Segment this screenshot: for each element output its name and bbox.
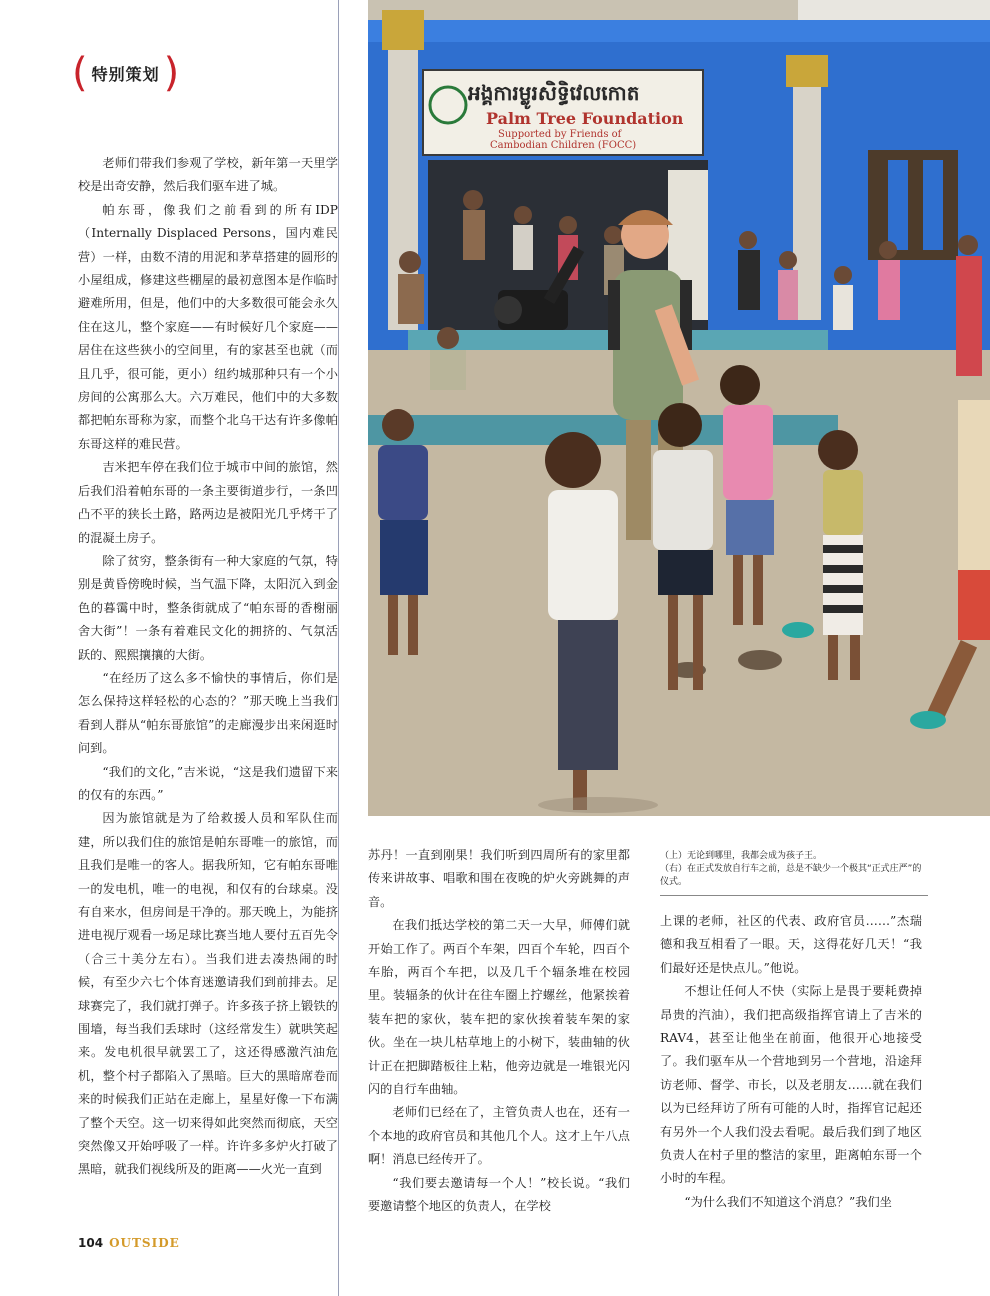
page-number: 104 <box>78 1236 104 1250</box>
photo-caption <box>660 850 928 889</box>
paragraph: “我们要去邀请每一个人！”校长说。“我们要邀请整个地区的负责人，在学校 <box>368 1175 630 1214</box>
sign-subtitle-1: Supported by Friends of <box>498 129 622 140</box>
paragraph: 苏丹！一直到刚果！我们听到四周所有的家里都传来讲故事、唱歌和围在夜晚的炉火旁跳舞的声音。 <box>368 848 630 909</box>
paragraph: 帕东哥，像我们之前看到的所有IDP（Internally Displaced Persons，国内难民营）一样，由数不清的用泥和茅草搭建的圆形的小屋组成，修建这些棚屋的最初意图本是作临时避难所用，但是，他们中的大多数很可能会永久住在这儿，整个家庭——有时候好几个家庭——居住在这些狭小的空间里，有的家甚至也就（而且几乎，很可能，更小）纽约城那种只有一个小房间的公寓那么大。六万难民，他们中的大多数都把帕东哥称为家，而整个北乌干达有许多像帕东哥这样的难民营。 <box>78 202 338 451</box>
sign-subtitle-2: Cambodian Children (FOCC) <box>490 140 637 151</box>
sign-title: Palm Tree Foundation <box>486 109 684 128</box>
paragraph: 在我们抵达学校的第二天一大早，师傅们就开始工作了。两百个车架，四百个车轮，四百个车胎，两百个车把，以及几千个辐条堆在校园里。装辐条的伙计在往车圈上拧螺丝，他紧挨着装车把的家伙，装车把的家伙挨着装车架的家伙。坐在一块儿枯草地上的小树下，装曲轴的伙计正在把脚踏板往上粘，他旁边就是一堆银光闪闪的自行车曲轴。 <box>368 918 630 1097</box>
paragraph: “我们的文化，”吉米说，“这是我们遗留下来的仅有的东西。” <box>78 764 338 802</box>
left-page <box>0 0 338 1296</box>
section-tag <box>72 50 179 96</box>
section-title: 特别策划 <box>91 64 160 84</box>
section-paren-close: ) <box>163 50 180 96</box>
paragraph: “为什么我们不知道这个消息？”我们坐 <box>684 1194 892 1209</box>
paragraph: 因为旅馆就是为了给救援人员和军队住而建，所以我们住的旅馆是帕东哥唯一的旅馆，而且我们是唯一的客人。据我所知，它有帕东哥唯一的发电机，唯一的电视，和仅有的台球桌。没有自来水，但房间是干净的。那天晚上，为能挤进电视厅观看一场足球比赛当地人要付五百先令（合三十美分左右）。当我们进去凑热闹的时候，有至少六七个体育迷邀请我们到前排去。足球赛完了，我们就打弹子。许多孩子挤上锻铁的围墙，每当我们丢球时（这经常发生）就哄笑起来。发电机很早就罢工了，这还得感激汽油危机，整个村子都陷入了黑暗。巨大的黑暗席卷而来的时候我们正站在走廊上，星星好像一下布满了整个天空。这一切来得如此突然而彻底，天空突然像又开始呼吸了一样。许许多多炉火打破了黑暗，就我们视线所及的距离——火光一直到 <box>78 811 338 1177</box>
paragraph: “在经历了这么多不愉快的事情后，你们是怎么保持这样轻松的心态的？”那天晚上当我们看到人群从“帕东哥旅馆”的走廊漫步出来闲逛时问到。 <box>78 670 338 756</box>
folio <box>78 1236 180 1250</box>
article-column-1 <box>78 152 338 1222</box>
article-column-3 <box>660 910 922 1220</box>
paragraph: 老师们带我们参观了学校，新年第一天里学校是出奇安静，然后我们驱车进了城。 <box>78 156 338 194</box>
caption-line-right: （右）在正式发放自行车之前，总是不缺少一个极其“正式庄严”的仪式。 <box>660 864 922 887</box>
section-paren-open: ( <box>72 50 88 96</box>
article-photo <box>368 0 990 816</box>
paragraph: 吉米把车停在我们位于城市中间的旅馆，然后我们沿着帕东哥的一条主要街道步行，一条凹凸不平的狭长土路，路两边是被阳光几乎烤干了的混凝土房子。 <box>78 460 338 545</box>
photo-illustration <box>368 0 990 816</box>
paragraph: 上课的老师，社区的代表、政府官员……”杰瑞德和我互相看了一眼。天，这得花好几天！“我们最好还是快点儿。”他说。 <box>660 914 922 975</box>
sign-khmer-text: អង្គការម្លូរសិទ្ធិវេលកោត <box>468 81 640 105</box>
paragraph: 老师们已经在了，主管负责人也在，还有一个本地的政府官员和其他几个人。这才上午八点啊！消息已经传开了。 <box>368 1105 630 1167</box>
paragraph: 除了贫穷，整条街有一种大家庭的气氛，特别是黄昏傍晚时候，当气温下降，太阳沉入到金色的暮霭中时，整条街就成了“帕东哥的香榭丽舍大街”！一条有着难民文化的拥挤的、气氛活跃的、熙熙攘攘的大街。 <box>78 553 338 662</box>
magazine-name: OUTSIDE <box>109 1236 180 1250</box>
caption-line-top: （上）无论到哪里，我都会成为孩子王。 <box>660 851 823 861</box>
caption-divider <box>660 895 928 896</box>
article-column-2 <box>368 844 630 1224</box>
paragraph: 不想让任何人不快（实际上是畏于要耗费掉昂贵的汽油），我们把高级指挥官请上了吉米的RAV4，甚至让他坐在前面，他很开心地接受了。我们驱车从一个营地到另一个营地，沿途拜访老师、督学、市长，以及老朋友……就在我们以为已经拜访了所有可能的人时，指挥官记起还有另外一个人我们没去看呢。最后我们到了地区负责人在村子里的整洁的家里，距离帕东哥一个小时的车程。 <box>660 984 922 1186</box>
